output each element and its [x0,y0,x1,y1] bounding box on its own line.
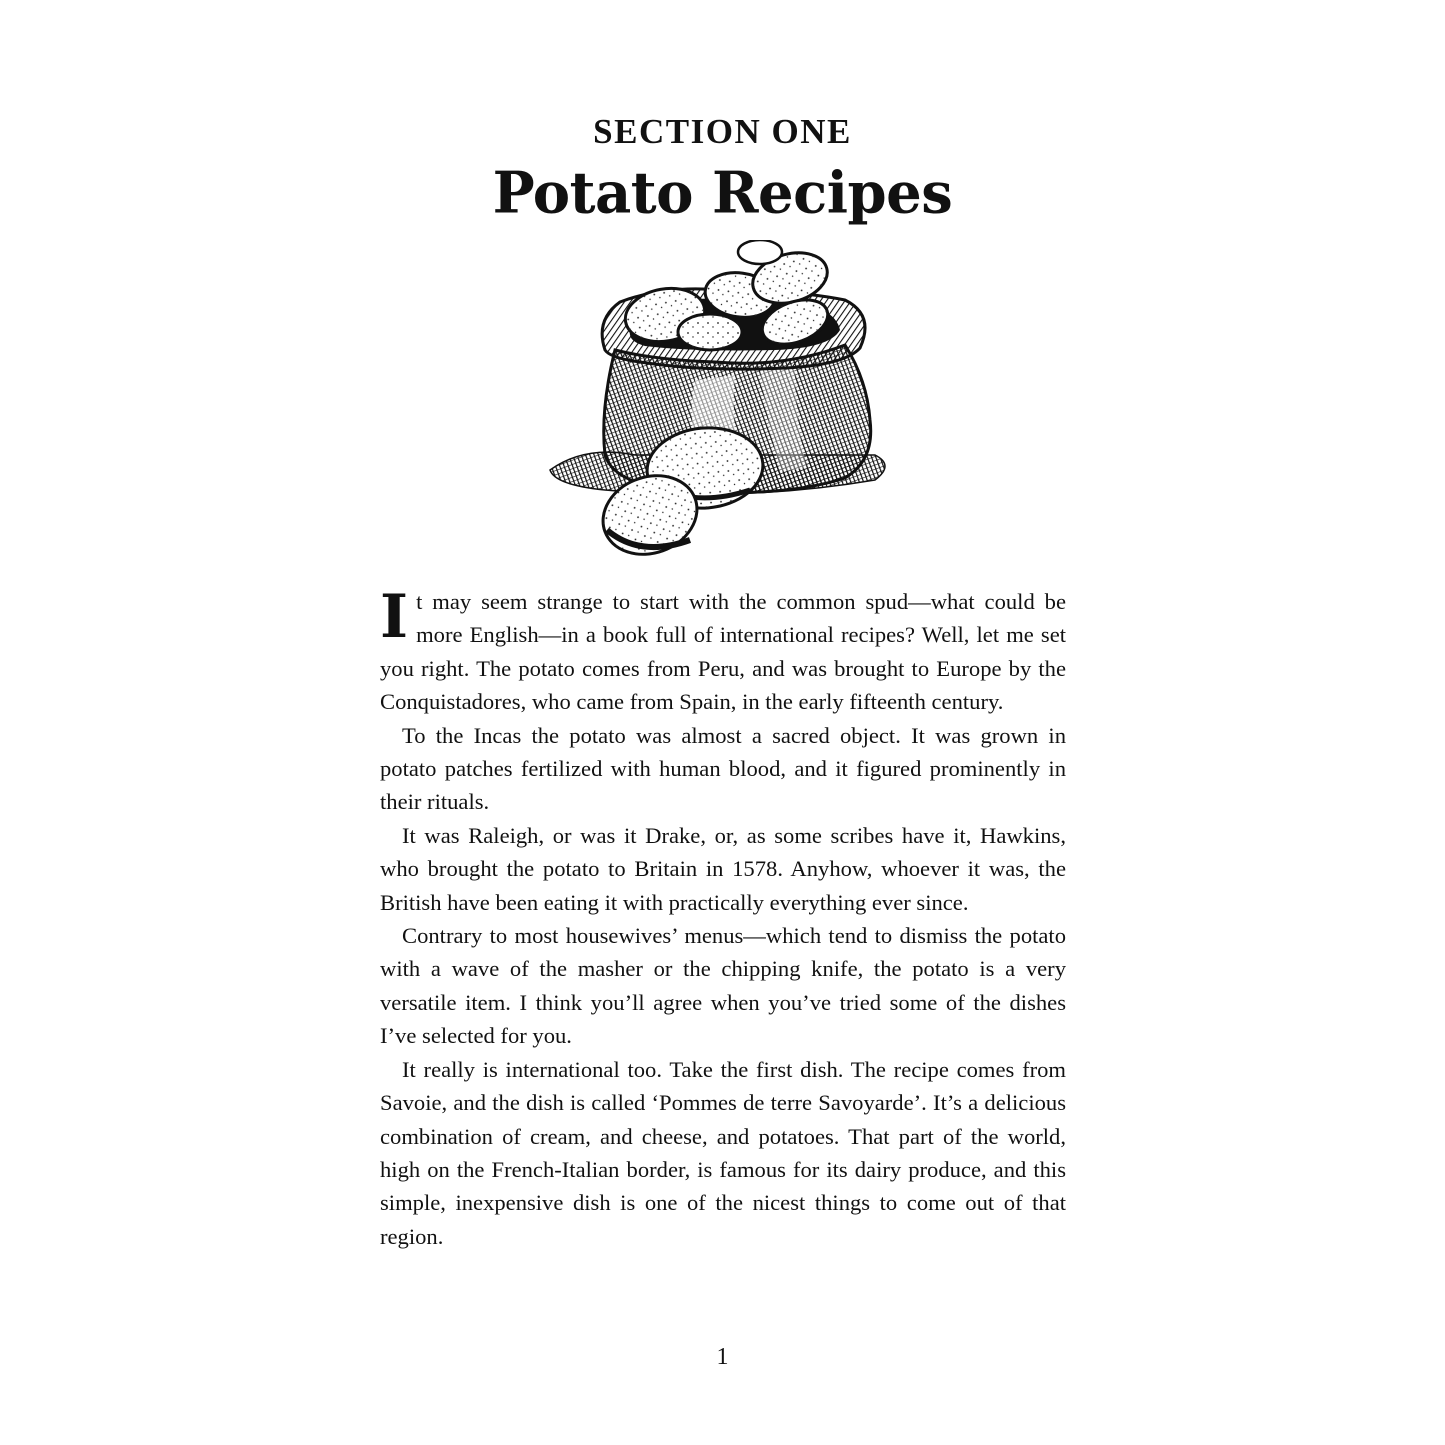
potato [738,240,782,264]
page-number: 1 [716,1344,729,1370]
section-title: Potato Recipes [492,159,953,227]
paragraph-text: t may seem strange to start with the common spud—what could be more English—in a book full of international recipes? Well, let me set you right. The potato comes from Peru, and was brought to Europe by the Conquistadores, who came from Spain, in the early fifteenth century. [380,589,1066,715]
paragraph-4: Contrary to most housewives’ menus—which tend to dismiss the potato with a wave of the masher or the chipping knife, the potato is a very versatile item. I think you’ll agree when you’ve tried some of the dishes I’ve selected for you. [380,923,1066,1049]
paragraph-1 [380,582,1066,719]
paragraph-5: It really is international too. Take the first dish. The recipe comes from Savoie, and the dish is called ‘Pommes de terre Savoyarde’. It’s a delicious combination of cream, and cheese, and potatoes. That part of the world, high on the French-Italian border, is famous for its dairy produce, and this simple, inexpensive dish is one of the nicest things to come out of that region. [380,1056,1066,1249]
section-label: SECTION ONE [593,112,852,151]
potato-sack-illustration [545,240,895,560]
body-text [380,582,1066,1253]
drop-cap: I [380,582,409,652]
paragraph-2: To the Incas the potato was almost a sacred object. It was grown in potato patches fertilized with human blood, and it figured prominently in their rituals. [380,722,1066,815]
paragraph-3: It was Raleigh, or was it Drake, or, as some scribes have it, Hawkins, who brought the potato to Britain in 1578. Anyhow, whoever it was, the British have been eating it with practically everything ever since. [380,822,1066,915]
